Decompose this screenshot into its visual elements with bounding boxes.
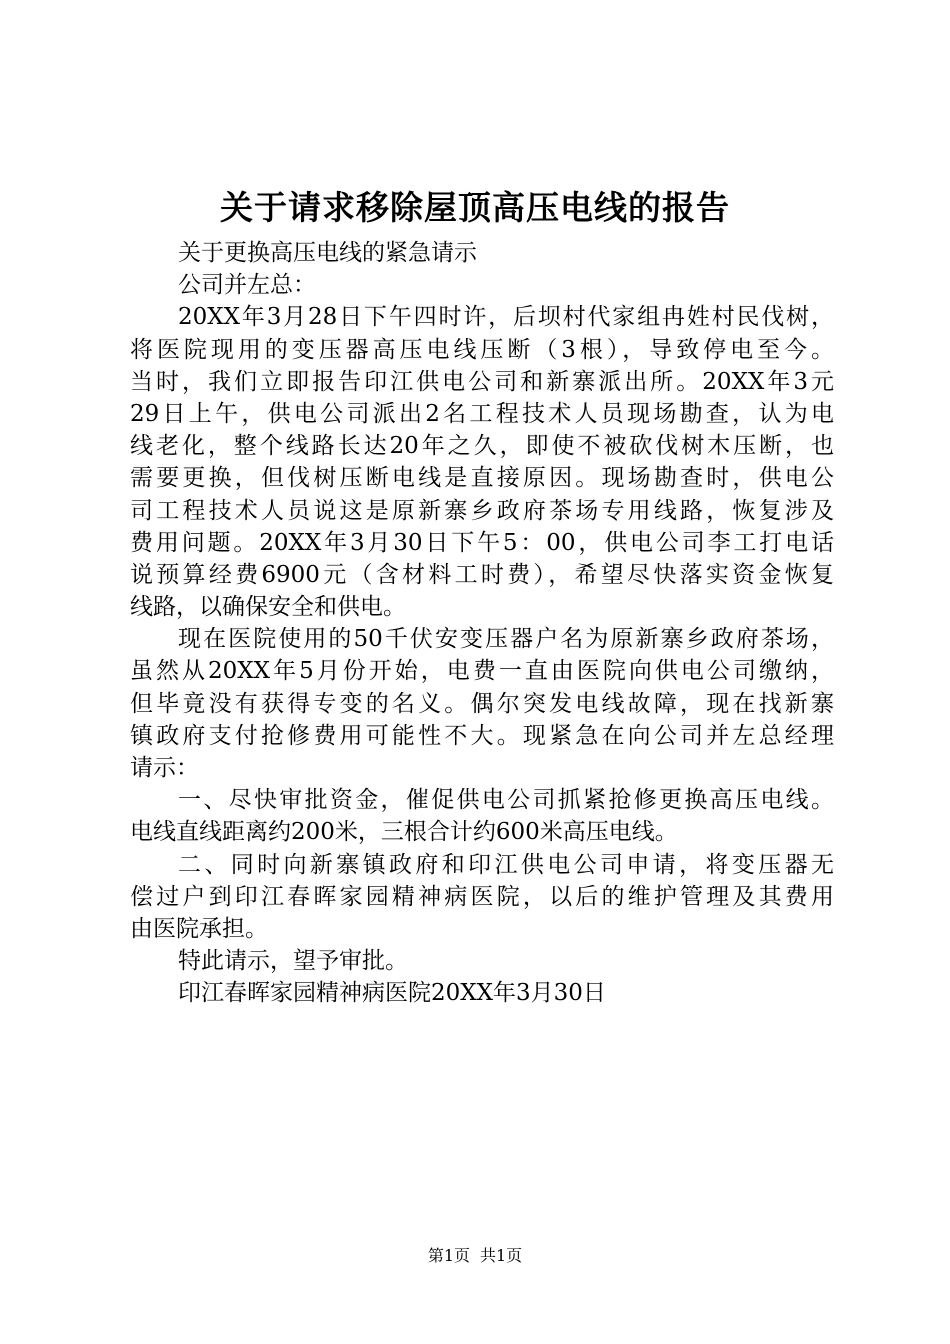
- paragraph-1-line-4: 29日上午，供电公司派出2名工程技术人员现场勘查，认为电: [130, 400, 834, 427]
- document-body: [130, 237, 834, 1010]
- paragraph-1-line-10: 线路，以确保安全和供电。: [130, 594, 406, 621]
- paragraph-2-line-4: 镇政府支付抢修费用可能性不大。现紧急在向公司并左总经理: [130, 722, 834, 749]
- paragraph-2-line-3: 但毕竟没有获得专变的名义。偶尔突发电线故障，现在找新寨: [130, 690, 834, 717]
- request-2-line-1: 二、同时向新寨镇政府和印江供电公司申请，将变压器无: [178, 851, 834, 878]
- paragraph-1-line-7: 司工程技术人员说这是原新寨乡政府茶场专用线路，恢复涉及: [130, 497, 834, 524]
- request-1-line-2: 电线直线距离约200米，三根合计约600米高压电线。: [130, 819, 678, 846]
- paragraph-1-line-6: 需要更换，但伐树压断电线是直接原因。现场勘查时，供电公: [130, 465, 834, 492]
- salutation-line: 公司并左总：: [178, 272, 316, 299]
- request-2-line-2: 偿过户到印江春晖家园精神病医院，以后的维护管理及其费用: [130, 883, 834, 910]
- request-1-line-1: 一、尽快审批资金，催促供电公司抓紧抢修更换高压电线。: [178, 787, 834, 814]
- paragraph-2-line-1: 现在医院使用的50千伏安变压器户名为原新寨乡政府茶场，: [178, 626, 834, 653]
- paragraph-2-line-2: 虽然从20XX年5月份开始，电费一直由医院向供电公司缴纳，: [130, 658, 834, 685]
- page-number: 第1页: [427, 1246, 470, 1265]
- document-title: 关于请求移除屋顶高压电线的报告: [220, 188, 730, 227]
- paragraph-1-line-5: 线老化，整个线路长达20年之久，即使不被砍伐树木压断，也: [130, 433, 834, 460]
- page-footer: [0, 1246, 950, 1266]
- closing-line: 特此请示，望予审批。: [178, 948, 408, 975]
- paragraph-1-line-1: 20XX年3月28日下午四时许，后坝村代家组冉姓村民伐树，: [178, 304, 834, 331]
- signature-line: 印江春晖家园精神病医院20XX年3月30日: [178, 980, 606, 1007]
- paragraph-2-line-5: 请示：: [130, 755, 199, 781]
- paragraph-1-line-9: 说预算经费6900元（含材料工时费），希望尽快落实资金恢复: [130, 561, 834, 588]
- paragraph-1-line-2: 将医院现用的变压器高压电线压断（3根），导致停电至今。: [130, 336, 834, 363]
- request-2-line-3: 由医院承担。: [130, 915, 268, 942]
- subject-line: 关于更换高压电线的紧急请示: [178, 240, 477, 266]
- paragraph-1-line-3: 当时，我们立即报告印江供电公司和新寨派出所。20XX年3元: [130, 368, 834, 395]
- page-total: 共1页: [480, 1246, 523, 1265]
- paragraph-1-line-8: 费用问题。20XX年3月30日下午5：00，供电公司李工打电话: [130, 529, 834, 556]
